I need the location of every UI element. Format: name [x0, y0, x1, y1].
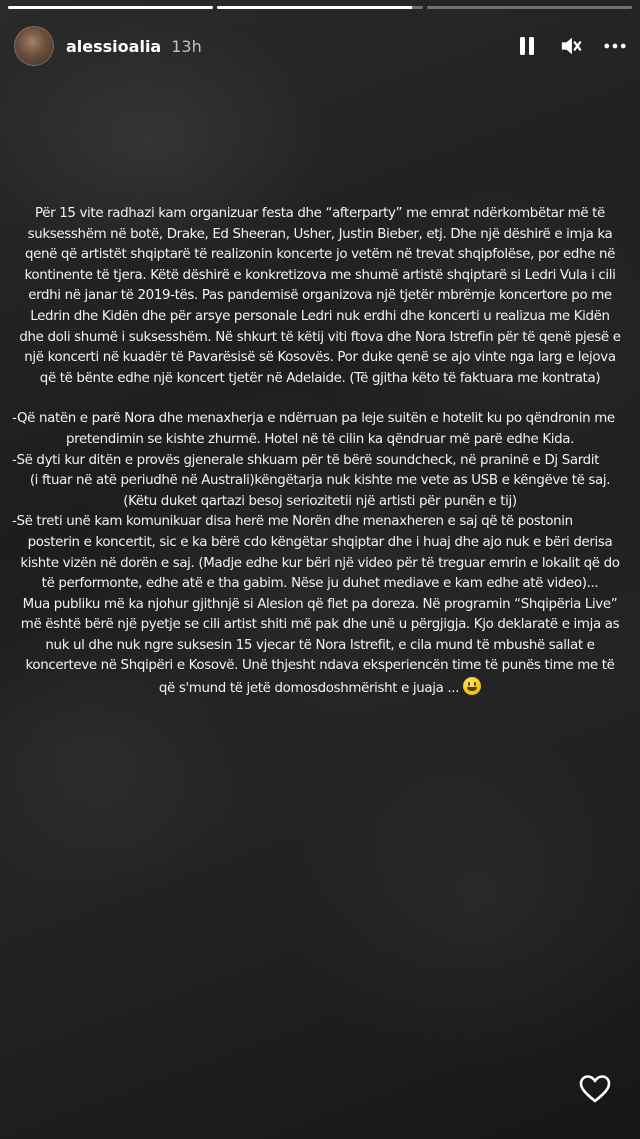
text-line: kontinente të tjera. Këtë dëshirë e konkretizova me shumë artistë shqiptarë si Ledri Vula i cili: [24, 267, 616, 283]
text-line: suksesshëm në botë, Drake, Ed Sheeran, Usher, Justin Bieber, etj. Dhe një dëshirë e imja ka: [27, 226, 613, 242]
text-line: erdhi në janar të 2019-tës. Pas pandemisë organizova një tjetër mbrëmje koncertore po me: [28, 288, 612, 304]
pause-icon: [519, 36, 535, 56]
text-line: pretendimin se kishte zhurmë. Hotel në të cilin ka qëndruar më parë edhe Kida.: [65, 431, 575, 447]
paragraph-intro: [12, 204, 628, 389]
more-options-button[interactable]: [604, 33, 626, 59]
text-line: (i ftuar në atë periudhë në Australi)këngëtarja nuk kishte me vete as USB e këngëve të saj.: [29, 473, 611, 489]
text-line: Për 15 vite radhazi kam organizuar festa dhe “afterparty” me emrat ndërkombëtar më të: [35, 206, 605, 221]
story-progress-bar: [8, 6, 632, 9]
text-line: që të bënte edhe një koncert tjetër në Adelaide. (Të gjitha këto të faktuara me kontrata): [39, 370, 601, 386]
grinning-face-icon: [463, 677, 481, 695]
heart-icon: [578, 1072, 612, 1106]
avatar[interactable]: [14, 26, 54, 66]
username[interactable]: alessioalia: [66, 36, 162, 56]
text-line: qenë që artistët shqiptarë të realizonin koncerte jo vetëm në trevat shqipfolëse, por edhe në: [24, 247, 616, 263]
mute-icon: [560, 35, 582, 57]
text-line: posterin e koncertit, sic e ka bërë cdo këngëtar shqiptar dhe i huaj dhe ajo nuk e bëri derisa: [27, 534, 613, 550]
text-line: (Këtu duket qartazi besoj seriozitetii një artisti për punën e tij): [123, 493, 517, 509]
text-line: një koncerti në kuadër të Pavarësisë së Kosovës. Por duke qenë se ajo vinte nga larg e lejova: [24, 350, 616, 366]
story-controls: [516, 33, 626, 59]
text-line: nuk ul dhe nuk ngre suksesin 15 vjecar të Nora Istrefit, e cila mund të mbushë sallat e: [45, 637, 595, 653]
mute-button[interactable]: [560, 33, 582, 59]
progress-segment: [427, 6, 632, 9]
progress-segment: [8, 6, 213, 9]
story-text: [12, 204, 628, 700]
pause-button[interactable]: [516, 33, 538, 59]
text-line: kishte vizën në dorën e saj. (Madje edhe kur bëri një video për të treguar emrin e lokalit që do: [20, 555, 620, 571]
progress-segment: [217, 6, 422, 9]
text-line: që s'mund të jetë domosdoshmërisht e juaja ...: [12, 677, 628, 700]
text-line: më është bërë një pyetje se cili artist shiti më pak dhe unë u përgjigja. Kjo deklaratë e imja as: [20, 617, 620, 633]
story-header: [14, 24, 626, 68]
text-line: të performonte, edhe atë e tha gabim. Nëse ju duhet mediave e kam edhe atë video)...: [41, 576, 599, 592]
paragraph-details: [12, 409, 628, 699]
text-line: Ledrin dhe Kidën dhe për arsye personale Ledri nuk erdhi dhe koncerti u realizua me Kidën: [30, 308, 610, 324]
text-line: -Së dyti kur ditën e provës gjenerale shkuam për të bërë soundcheck, në praninë e Dj Sardit: [12, 452, 600, 468]
text-line: -Që natën e parë Nora dhe menaxherja e ndërruan pa leje suitën e hotelit ku po qëndronin me: [12, 411, 615, 427]
timestamp: 13h: [171, 36, 202, 56]
text-line: dhe doli shumë i suksesshëm. Në shkurt të këtij viti ftova dhe Nora Istrefin për të qenë pjesë e: [19, 329, 621, 345]
text-line: koncerteve në Shqipëri e Kosovë. Unë thjesht ndava eksperiencën time të punës time me të: [25, 658, 615, 674]
more-icon: [604, 43, 626, 49]
text-line: Mua publiku më ka njohur gjithnjë si Alesion që flet pa doreza. Në programin “Shqipëria Live”: [22, 596, 618, 612]
like-button[interactable]: [578, 1072, 612, 1106]
text-line: -Së treti unë kam komunikuar disa herë me Norën dhe menaxheren e saj që të postonin: [12, 514, 573, 530]
